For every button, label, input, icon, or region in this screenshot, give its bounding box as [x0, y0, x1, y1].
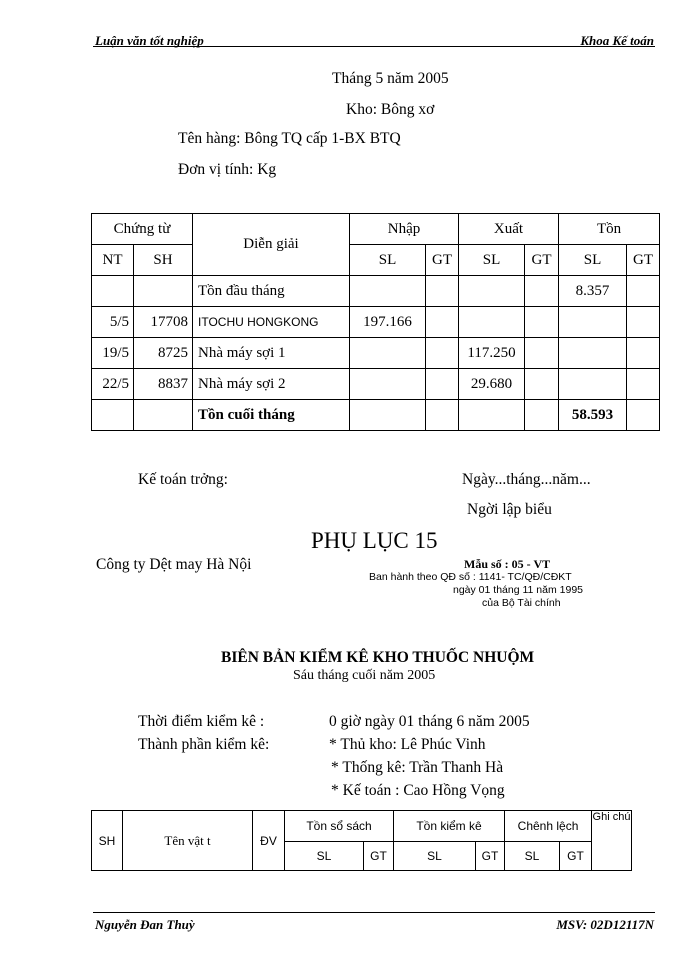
count-header-diff-gt: GT: [560, 842, 592, 871]
row-ton-sl: [559, 307, 627, 338]
count-header-diff: Chênh lệch: [505, 811, 592, 842]
member-thu-kho: * Thủ kho: Lê Phúc Vinh: [329, 736, 486, 753]
row-nhap-sl: 197.166: [350, 307, 426, 338]
card-warehouse: Kho: Bông xơ: [346, 101, 435, 118]
row-xuat-sl: 117.250: [459, 338, 525, 369]
header-xuat-gt: GT: [525, 245, 559, 276]
issued-line-3: của Bộ Tài chính: [482, 597, 561, 609]
count-header-counted: Tồn kiểm kê: [394, 811, 505, 842]
issued-line-2: ngày 01 tháng 11 năm 1995: [453, 584, 583, 596]
count-header-book: Tồn sổ sách: [285, 811, 394, 842]
row-ton-gt: [627, 369, 660, 400]
row-nhap-sl: [350, 369, 426, 400]
signature-date: Ngày...tháng...năm...: [462, 471, 591, 488]
row-nhap-gt: [426, 338, 459, 369]
header-nhap-gt: GT: [426, 245, 459, 276]
row-xuat-gt: [525, 276, 559, 307]
table-row: [92, 276, 660, 307]
row-nhap-gt: [426, 276, 459, 307]
row-xuat-gt: [525, 307, 559, 338]
member-thong-ke: * Thống kê: Trần Thanh Hà: [331, 759, 504, 776]
header-nhap-sl: SL: [350, 245, 426, 276]
count-header-counted-gt: GT: [476, 842, 505, 871]
header-nt: NT: [92, 245, 134, 276]
row-ton-sl: [559, 369, 627, 400]
card-unit: Đơn vị tính: Kg: [178, 161, 277, 178]
row-desc: Tồn đầu tháng: [193, 276, 350, 307]
card-month: Tháng 5 năm 2005: [332, 70, 449, 87]
row-nt: 5/5: [92, 307, 134, 338]
count-header-book-gt: GT: [364, 842, 394, 871]
header-sh: SH: [134, 245, 193, 276]
table-row: [92, 369, 660, 400]
header-ton-gt: GT: [627, 245, 660, 276]
footer-right: MSV: 02D12117N: [556, 917, 654, 932]
row-xuat-gt: [525, 338, 559, 369]
row-xuat-sl: [459, 307, 525, 338]
row-nhap-sl: [350, 276, 426, 307]
header-ton: Tồn: [559, 214, 660, 245]
row-sh: 8725: [134, 338, 193, 369]
row-xuat-sl: [459, 276, 525, 307]
report-title: BIÊN BẢN KIỂM KÊ KHO THUỐC NHUỘM: [221, 649, 535, 666]
inventory-table: [91, 213, 660, 431]
row-sh: [134, 276, 193, 307]
table-row: [92, 400, 660, 431]
report-subtitle: Sáu tháng cuối năm 2005: [293, 668, 436, 683]
count-header-sh: SH: [92, 811, 123, 871]
count-header-book-sl: SL: [285, 842, 364, 871]
row-xuat-gt: [525, 369, 559, 400]
company-name: Công ty Dệt may Hà Nội: [96, 556, 252, 573]
header-chung-tu: Chứng từ: [92, 214, 193, 245]
row-ton-gt: [627, 338, 660, 369]
footer-rule: [93, 912, 655, 913]
row-desc: ITOCHU HONGKONG: [193, 307, 350, 338]
row-ton-gt: [627, 400, 660, 431]
row-nt: [92, 276, 134, 307]
row-nhap-sl: [350, 338, 426, 369]
count-header-name: Tên vật t: [123, 811, 253, 871]
header-ton-sl: SL: [559, 245, 627, 276]
count-header-diff-sl: SL: [505, 842, 560, 871]
row-desc: Nhà máy sợi 1: [193, 338, 350, 369]
table-row: [92, 338, 660, 369]
row-desc: Tồn cuối tháng: [193, 400, 350, 431]
members-label: Thành phần kiểm kê:: [138, 736, 270, 753]
card-item: Tên hàng: Bông TQ cấp 1-BX BTQ: [178, 130, 401, 147]
count-header-note: Ghi chú: [592, 811, 632, 871]
row-nhap-sl: [350, 400, 426, 431]
issued-line-1: Ban hành theo QĐ số : 1141- TC/QĐ/CĐKT: [369, 571, 572, 583]
row-sh: [134, 400, 193, 431]
header-dien-giai: Diễn giải: [193, 214, 350, 276]
header-rule: [93, 46, 655, 47]
row-sh: 8837: [134, 369, 193, 400]
count-header-dv: ĐV: [253, 811, 285, 871]
appendix-title: PHỤ LỤC 15: [311, 528, 438, 553]
signature-accountant: Kế toán trởng:: [138, 471, 228, 488]
row-xuat-sl: 29.680: [459, 369, 525, 400]
row-sh: 17708: [134, 307, 193, 338]
header-left: Luận văn tốt nghiệp: [95, 33, 204, 48]
header-xuat: Xuất: [459, 214, 559, 245]
header-right: Khoa Kế toán: [580, 33, 654, 48]
header-nhap: Nhập: [350, 214, 459, 245]
row-nt: 22/5: [92, 369, 134, 400]
table-row: [92, 307, 660, 338]
footer-left: Nguyễn Đan Thuỳ: [95, 917, 195, 932]
row-ton-sl: 58.593: [559, 400, 627, 431]
row-nhap-gt: [426, 369, 459, 400]
row-xuat-gt: [525, 400, 559, 431]
row-nhap-gt: [426, 400, 459, 431]
header-xuat-sl: SL: [459, 245, 525, 276]
signature-preparer: Ngời lập biểu: [467, 501, 552, 518]
member-ke-toan: * Kế toán : Cao Hồng Vọng: [331, 782, 505, 799]
count-table: [91, 810, 632, 871]
row-nhap-gt: [426, 307, 459, 338]
row-ton-sl: [559, 338, 627, 369]
time-value: 0 giờ ngày 01 tháng 6 năm 2005: [329, 713, 530, 730]
row-ton-gt: [627, 276, 660, 307]
form-number: Mẫu số : 05 - VT: [464, 557, 551, 571]
row-desc: Nhà máy sợi 2: [193, 369, 350, 400]
row-nt: [92, 400, 134, 431]
row-xuat-sl: [459, 400, 525, 431]
row-ton-gt: [627, 307, 660, 338]
row-nt: 19/5: [92, 338, 134, 369]
count-header-counted-sl: SL: [394, 842, 476, 871]
time-label: Thời điểm kiểm kê :: [138, 713, 265, 730]
row-ton-sl: 8.357: [559, 276, 627, 307]
